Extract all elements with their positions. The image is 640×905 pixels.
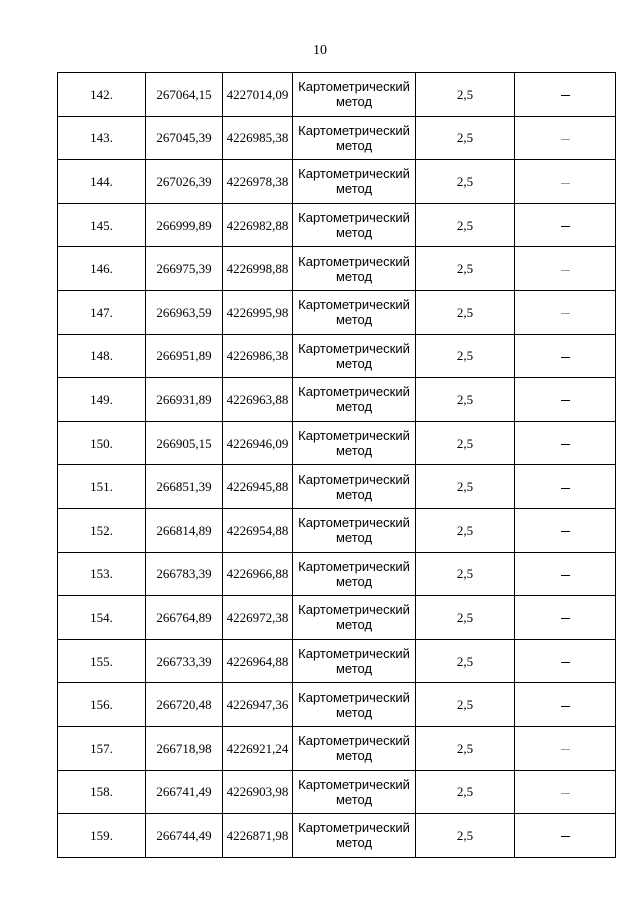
dash-mark [561, 618, 570, 619]
accuracy-value: 2,5 [416, 596, 515, 640]
extra-value [515, 378, 616, 422]
method-line-1: Картометрический [298, 733, 410, 749]
dash-mark [561, 139, 570, 140]
coordinate-x: 266951,89 [146, 334, 223, 378]
method-line-2: метод [335, 617, 373, 633]
point-number: 148. [58, 334, 146, 378]
method-cell [293, 770, 416, 814]
dash-mark [561, 226, 570, 227]
dash-mark [561, 270, 570, 271]
coordinates-table [57, 72, 616, 858]
method-cell [293, 203, 416, 247]
point-number: 151. [58, 465, 146, 509]
page-number: 10 [313, 43, 327, 58]
method-line-2: метод [335, 268, 373, 284]
point-number: 149. [58, 378, 146, 422]
table-row [58, 552, 616, 596]
accuracy-value: 2,5 [416, 378, 515, 422]
table-row [58, 421, 616, 465]
extra-value [515, 465, 616, 509]
extra-value [515, 73, 616, 117]
method-cell [293, 160, 416, 204]
method-line-1: Картометрический [298, 776, 410, 792]
point-number: 144. [58, 160, 146, 204]
method-line-2: метод [335, 355, 373, 371]
method-cell [293, 726, 416, 770]
coordinate-y: 4226871,98 [223, 814, 293, 858]
method-line-2: метод [335, 312, 373, 328]
dash-mark [561, 95, 570, 96]
dash-mark [561, 400, 570, 401]
method-line-1: Картометрический [298, 340, 410, 356]
extra-value [515, 116, 616, 160]
method-cell [293, 290, 416, 334]
accuracy-value: 2,5 [416, 683, 515, 727]
accuracy-value: 2,5 [416, 334, 515, 378]
accuracy-value: 2,5 [416, 726, 515, 770]
point-number: 145. [58, 203, 146, 247]
extra-value [515, 770, 616, 814]
accuracy-value: 2,5 [416, 421, 515, 465]
extra-value [515, 334, 616, 378]
extra-value [515, 203, 616, 247]
coordinate-x: 266814,89 [146, 508, 223, 552]
method-line-2: метод [335, 225, 373, 241]
coordinate-y: 4226921,24 [223, 726, 293, 770]
accuracy-value: 2,5 [416, 465, 515, 509]
accuracy-value: 2,5 [416, 639, 515, 683]
table-row [58, 596, 616, 640]
dash-mark [561, 836, 570, 837]
coordinate-y: 4226998,88 [223, 247, 293, 291]
dash-mark [561, 183, 570, 184]
method-cell [293, 683, 416, 727]
method-line-2: метод [335, 573, 373, 589]
coordinate-y: 4226995,98 [223, 290, 293, 334]
method-line-1: Картометрический [298, 384, 410, 400]
method-line-1: Картометрический [298, 210, 410, 226]
coordinate-x: 266851,39 [146, 465, 223, 509]
point-number: 150. [58, 421, 146, 465]
accuracy-value: 2,5 [416, 770, 515, 814]
method-line-2: метод [335, 704, 373, 720]
table-row [58, 639, 616, 683]
method-line-2: метод [335, 137, 373, 153]
coordinate-y: 4226985,38 [223, 116, 293, 160]
dash-mark [561, 444, 570, 445]
coordinate-x: 266733,39 [146, 639, 223, 683]
coordinate-x: 266975,39 [146, 247, 223, 291]
accuracy-value: 2,5 [416, 290, 515, 334]
accuracy-value: 2,5 [416, 508, 515, 552]
coordinate-y: 4226966,88 [223, 552, 293, 596]
dash-mark [561, 706, 570, 707]
point-number: 157. [58, 726, 146, 770]
dash-mark [561, 313, 570, 314]
dash-mark [561, 575, 570, 576]
method-line-1: Картометрический [298, 820, 410, 836]
method-line-1: Картометрический [298, 166, 410, 182]
coordinate-y: 4226982,88 [223, 203, 293, 247]
extra-value [515, 726, 616, 770]
coordinate-x: 266963,59 [146, 290, 223, 334]
table-row [58, 770, 616, 814]
method-cell [293, 508, 416, 552]
coordinate-y: 4226954,88 [223, 508, 293, 552]
coordinate-x: 266741,49 [146, 770, 223, 814]
method-line-2: метод [335, 791, 373, 807]
coordinate-y: 4226947,36 [223, 683, 293, 727]
point-number: 143. [58, 116, 146, 160]
coordinate-x: 266931,89 [146, 378, 223, 422]
method-line-2: метод [335, 748, 373, 764]
coordinate-y: 4226978,38 [223, 160, 293, 204]
point-number: 142. [58, 73, 146, 117]
table-row [58, 116, 616, 160]
table-row [58, 683, 616, 727]
dash-mark [561, 357, 570, 358]
accuracy-value: 2,5 [416, 73, 515, 117]
method-cell [293, 116, 416, 160]
method-line-1: Картометрический [298, 428, 410, 444]
coordinate-x: 266720,48 [146, 683, 223, 727]
method-line-2: метод [335, 835, 373, 851]
table-row [58, 334, 616, 378]
method-cell [293, 552, 416, 596]
coordinate-y: 4226903,98 [223, 770, 293, 814]
point-number: 146. [58, 247, 146, 291]
method-line-1: Картометрический [298, 297, 410, 313]
coordinate-x: 267064,15 [146, 73, 223, 117]
accuracy-value: 2,5 [416, 203, 515, 247]
method-line-1: Картометрический [298, 558, 410, 574]
coordinate-x: 266783,39 [146, 552, 223, 596]
table-row [58, 290, 616, 334]
coordinate-y: 4226963,88 [223, 378, 293, 422]
coordinate-x: 266999,89 [146, 203, 223, 247]
method-cell [293, 814, 416, 858]
method-line-2: метод [335, 94, 373, 110]
dash-mark [561, 749, 570, 750]
extra-value [515, 596, 616, 640]
coordinate-y: 4226986,38 [223, 334, 293, 378]
method-cell [293, 334, 416, 378]
coordinate-x: 266764,89 [146, 596, 223, 640]
point-number: 156. [58, 683, 146, 727]
method-line-1: Картометрический [298, 122, 410, 138]
method-line-2: метод [335, 399, 373, 415]
extra-value [515, 508, 616, 552]
table-row [58, 814, 616, 858]
table-row [58, 203, 616, 247]
method-line-1: Картометрический [298, 646, 410, 662]
accuracy-value: 2,5 [416, 116, 515, 160]
point-number: 147. [58, 290, 146, 334]
extra-value [515, 683, 616, 727]
method-line-1: Картометрический [298, 253, 410, 269]
method-line-1: Картометрический [298, 79, 410, 95]
method-cell [293, 465, 416, 509]
point-number: 159. [58, 814, 146, 858]
point-number: 155. [58, 639, 146, 683]
method-line-2: метод [335, 486, 373, 502]
accuracy-value: 2,5 [416, 247, 515, 291]
extra-value [515, 552, 616, 596]
table-row [58, 465, 616, 509]
point-number: 153. [58, 552, 146, 596]
coordinate-x: 266744,49 [146, 814, 223, 858]
coordinate-x: 267026,39 [146, 160, 223, 204]
point-number: 158. [58, 770, 146, 814]
method-cell [293, 639, 416, 683]
extra-value [515, 160, 616, 204]
point-number: 154. [58, 596, 146, 640]
method-line-2: метод [335, 661, 373, 677]
coordinate-y: 4226945,88 [223, 465, 293, 509]
method-line-2: метод [335, 181, 373, 197]
method-cell [293, 378, 416, 422]
point-number: 152. [58, 508, 146, 552]
coordinate-x: 266718,98 [146, 726, 223, 770]
table-row [58, 508, 616, 552]
accuracy-value: 2,5 [416, 814, 515, 858]
method-line-2: метод [335, 530, 373, 546]
method-line-1: Картометрический [298, 471, 410, 487]
extra-value [515, 421, 616, 465]
method-cell [293, 596, 416, 640]
dash-mark [561, 488, 570, 489]
extra-value [515, 814, 616, 858]
coordinate-x: 267045,39 [146, 116, 223, 160]
dash-mark [561, 793, 570, 794]
coordinate-y: 4226972,38 [223, 596, 293, 640]
table-row [58, 160, 616, 204]
table-row [58, 73, 616, 117]
extra-value [515, 247, 616, 291]
extra-value [515, 290, 616, 334]
table-row [58, 378, 616, 422]
method-cell [293, 421, 416, 465]
method-cell [293, 247, 416, 291]
table-row [58, 247, 616, 291]
dash-mark [561, 531, 570, 532]
extra-value [515, 639, 616, 683]
coordinates-table-body [58, 73, 616, 858]
table-row [58, 726, 616, 770]
coordinate-y: 4227014,09 [223, 73, 293, 117]
method-line-1: Картометрический [298, 602, 410, 618]
method-line-2: метод [335, 443, 373, 459]
method-line-1: Картометрический [298, 689, 410, 705]
accuracy-value: 2,5 [416, 160, 515, 204]
accuracy-value: 2,5 [416, 552, 515, 596]
method-line-1: Картометрический [298, 515, 410, 531]
coordinate-y: 4226964,88 [223, 639, 293, 683]
dash-mark [561, 662, 570, 663]
method-cell [293, 73, 416, 117]
coordinate-x: 266905,15 [146, 421, 223, 465]
coordinate-y: 4226946,09 [223, 421, 293, 465]
